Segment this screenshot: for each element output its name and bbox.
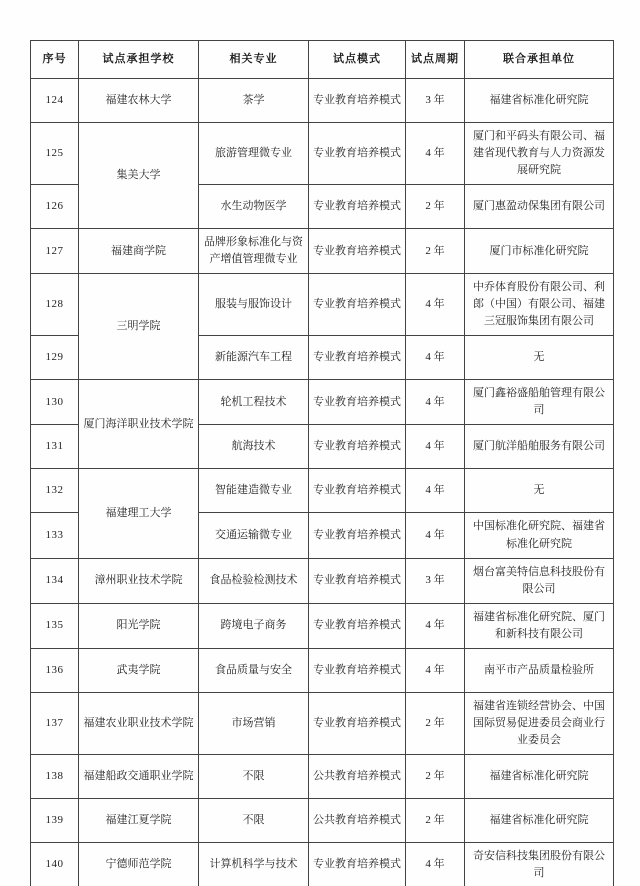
- cell-period: 2 年: [406, 754, 465, 798]
- cell-partner: 福建省标准化研究院: [465, 754, 614, 798]
- table-row: [31, 380, 614, 425]
- table-row: [31, 558, 614, 603]
- table-row: [31, 754, 614, 798]
- cell-major: 食品质量与安全: [199, 648, 309, 692]
- cell-major: 航海技术: [199, 425, 309, 469]
- column-header-1: 试点承担学校: [79, 41, 199, 79]
- cell-no: 125: [31, 123, 79, 185]
- table-row: [31, 469, 614, 513]
- cell-partner: 厦门和平码头有限公司、福建省现代教育与人力资源发展研究院: [465, 123, 614, 185]
- cell-mode: 公共教育培养模式: [309, 798, 406, 842]
- cell-mode: 专业教育培养模式: [309, 469, 406, 513]
- cell-no: 131: [31, 425, 79, 469]
- cell-school: 厦门海洋职业技术学院: [79, 380, 199, 469]
- cell-mode: 专业教育培养模式: [309, 648, 406, 692]
- cell-no: 130: [31, 380, 79, 425]
- column-header-2: 相关专业: [199, 41, 309, 79]
- cell-period: 3 年: [406, 79, 465, 123]
- cell-period: 4 年: [406, 123, 465, 185]
- pilot-program-table: [30, 40, 614, 886]
- cell-partner: 福建省标准化研究院: [465, 798, 614, 842]
- cell-period: 4 年: [406, 425, 465, 469]
- cell-period: 4 年: [406, 648, 465, 692]
- cell-period: 4 年: [406, 603, 465, 648]
- pilot-program-table-container: [30, 40, 613, 886]
- cell-partner: 奇安信科技集团股份有限公司: [465, 842, 614, 886]
- cell-mode: 专业教育培养模式: [309, 603, 406, 648]
- cell-partner: 无: [465, 469, 614, 513]
- cell-no: 135: [31, 603, 79, 648]
- cell-partner: 厦门航洋船舶服务有限公司: [465, 425, 614, 469]
- cell-partner: 福建省标准化研究院: [465, 79, 614, 123]
- cell-major: 品牌形象标准化与资产增值管理微专业: [199, 229, 309, 274]
- table-row: [31, 692, 614, 754]
- cell-school: 福建船政交通职业学院: [79, 754, 199, 798]
- cell-period: 4 年: [406, 469, 465, 513]
- cell-no: 134: [31, 558, 79, 603]
- cell-partner: 中国标准化研究院、福建省标准化研究院: [465, 513, 614, 558]
- cell-mode: 专业教育培养模式: [309, 336, 406, 380]
- table-row: [31, 648, 614, 692]
- cell-school: 福建江夏学院: [79, 798, 199, 842]
- table-body: [31, 79, 614, 886]
- cell-partner: 福建省连锁经营协会、中国国际贸易促进委员会商业行业委员会: [465, 692, 614, 754]
- cell-no: 136: [31, 648, 79, 692]
- cell-school: 集美大学: [79, 123, 199, 229]
- cell-period: 2 年: [406, 692, 465, 754]
- cell-partner: 南平市产品质量检验所: [465, 648, 614, 692]
- cell-school: 武夷学院: [79, 648, 199, 692]
- cell-mode: 公共教育培养模式: [309, 754, 406, 798]
- cell-period: 4 年: [406, 336, 465, 380]
- column-header-4: 试点周期: [406, 41, 465, 79]
- cell-partner: 无: [465, 336, 614, 380]
- cell-mode: 专业教育培养模式: [309, 79, 406, 123]
- cell-mode: 专业教育培养模式: [309, 842, 406, 886]
- cell-no: 126: [31, 185, 79, 229]
- table-row: [31, 603, 614, 648]
- cell-partner: 厦门市标准化研究院: [465, 229, 614, 274]
- cell-period: 2 年: [406, 185, 465, 229]
- cell-period: 2 年: [406, 229, 465, 274]
- cell-mode: 专业教育培养模式: [309, 513, 406, 558]
- cell-school: 阳光学院: [79, 603, 199, 648]
- cell-no: 129: [31, 336, 79, 380]
- cell-period: 4 年: [406, 380, 465, 425]
- cell-school: 漳州职业技术学院: [79, 558, 199, 603]
- cell-school: 宁德师范学院: [79, 842, 199, 886]
- column-header-0: 序号: [31, 41, 79, 79]
- cell-no: 139: [31, 798, 79, 842]
- cell-no: 127: [31, 229, 79, 274]
- cell-major: 水生动物医学: [199, 185, 309, 229]
- cell-school: 福建理工大学: [79, 469, 199, 558]
- cell-major: 跨境电子商务: [199, 603, 309, 648]
- cell-mode: 专业教育培养模式: [309, 185, 406, 229]
- table-row: [31, 274, 614, 336]
- cell-no: 124: [31, 79, 79, 123]
- cell-mode: 专业教育培养模式: [309, 425, 406, 469]
- table-row: [31, 229, 614, 274]
- column-header-5: 联合承担单位: [465, 41, 614, 79]
- cell-major: 交通运输微专业: [199, 513, 309, 558]
- cell-partner: 厦门鑫裕盛船舶管理有限公司: [465, 380, 614, 425]
- cell-major: 市场营销: [199, 692, 309, 754]
- cell-major: 食品检验检测技术: [199, 558, 309, 603]
- cell-period: 4 年: [406, 274, 465, 336]
- cell-major: 计算机科学与技术: [199, 842, 309, 886]
- cell-no: 138: [31, 754, 79, 798]
- table-row: [31, 79, 614, 123]
- cell-no: 133: [31, 513, 79, 558]
- cell-mode: 专业教育培养模式: [309, 229, 406, 274]
- cell-partner: 烟台富美特信息科技股份有限公司: [465, 558, 614, 603]
- cell-major: 不限: [199, 798, 309, 842]
- cell-major: 不限: [199, 754, 309, 798]
- cell-school: 福建商学院: [79, 229, 199, 274]
- cell-partner: 中乔体育股份有限公司、利郎（中国）有限公司、福建三冠服饰集团有限公司: [465, 274, 614, 336]
- table-row: [31, 123, 614, 185]
- cell-mode: 专业教育培养模式: [309, 123, 406, 185]
- header-row: [31, 41, 614, 79]
- cell-period: 4 年: [406, 842, 465, 886]
- cell-major: 茶学: [199, 79, 309, 123]
- cell-no: 137: [31, 692, 79, 754]
- cell-partner: 福建省标准化研究院、厦门和新科技有限公司: [465, 603, 614, 648]
- cell-no: 132: [31, 469, 79, 513]
- cell-mode: 专业教育培养模式: [309, 558, 406, 603]
- cell-school: 福建农业职业技术学院: [79, 692, 199, 754]
- cell-period: 3 年: [406, 558, 465, 603]
- cell-school: 三明学院: [79, 274, 199, 380]
- cell-major: 轮机工程技术: [199, 380, 309, 425]
- column-header-3: 试点模式: [309, 41, 406, 79]
- cell-major: 新能源汽车工程: [199, 336, 309, 380]
- cell-major: 服装与服饰设计: [199, 274, 309, 336]
- cell-no: 140: [31, 842, 79, 886]
- table-row: [31, 798, 614, 842]
- cell-period: 2 年: [406, 798, 465, 842]
- table-row: [31, 842, 614, 886]
- cell-major: 旅游管理微专业: [199, 123, 309, 185]
- cell-mode: 专业教育培养模式: [309, 274, 406, 336]
- cell-mode: 专业教育培养模式: [309, 692, 406, 754]
- cell-partner: 厦门惠盈动保集团有限公司: [465, 185, 614, 229]
- cell-mode: 专业教育培养模式: [309, 380, 406, 425]
- cell-major: 智能建造微专业: [199, 469, 309, 513]
- cell-school: 福建农林大学: [79, 79, 199, 123]
- cell-no: 128: [31, 274, 79, 336]
- cell-period: 4 年: [406, 513, 465, 558]
